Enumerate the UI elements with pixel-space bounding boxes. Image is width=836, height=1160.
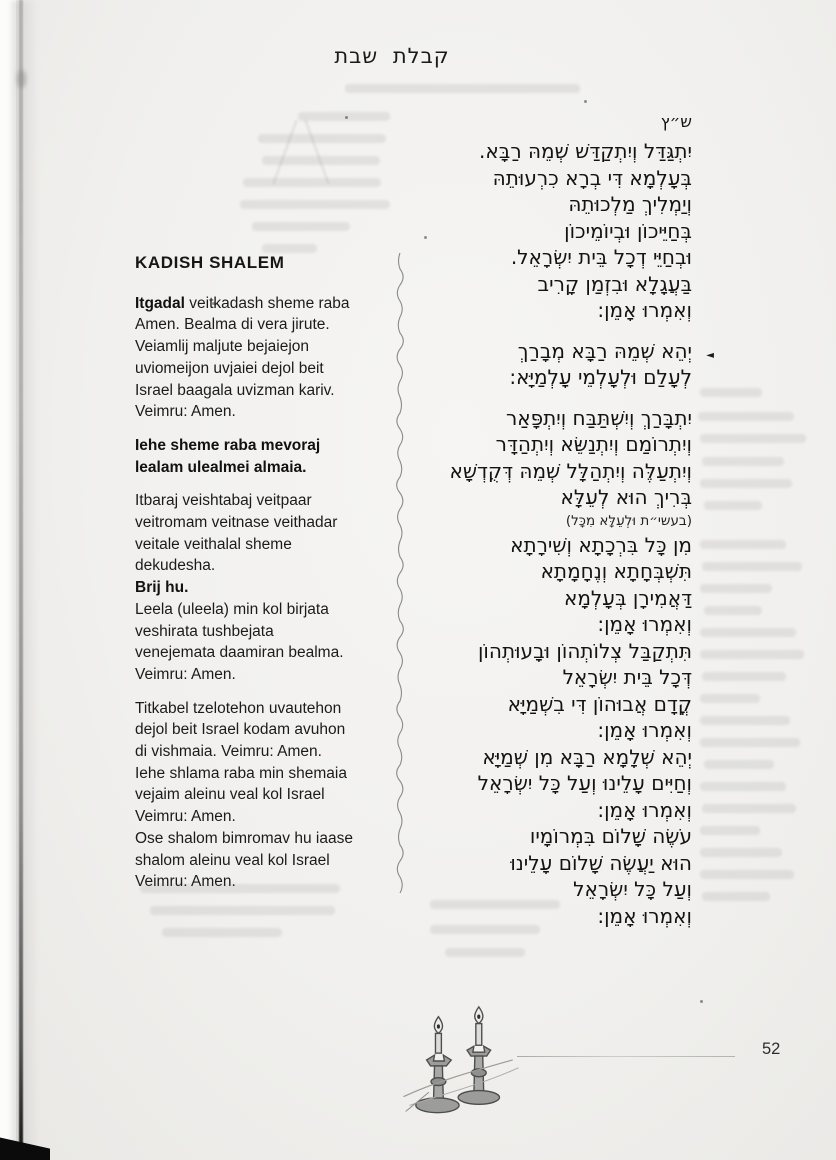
hebrew-stanza bbox=[362, 338, 714, 391]
hebrew-stanza bbox=[362, 744, 692, 824]
hebrew-line: בְּעָלְמָא דִּי בְרָא כִרְעוּתֵהּ bbox=[492, 165, 692, 190]
gutter-shadow bbox=[12, 0, 38, 1160]
bleed-through-artifact bbox=[700, 716, 790, 725]
shabbat-candles-illustration bbox=[402, 1002, 530, 1120]
bleed-through-artifact bbox=[298, 112, 390, 121]
transliteration-line: Leela (uleela) min kol birjata bbox=[135, 600, 329, 618]
bleed-through-artifact bbox=[304, 120, 329, 185]
hebrew-line: תִּתְקַבַּל צְלוֹתְהוֹן וּבָעוּתְהוֹן bbox=[477, 638, 692, 663]
transliteration-line: Itbaraj veishtabaj veitpaar bbox=[135, 492, 312, 510]
hebrew-line: הוּא יַעֲשֶׂה שָׁלוֹם עָלֵינוּ bbox=[510, 850, 692, 875]
bleed-through-artifact bbox=[240, 200, 390, 209]
bleed-through-artifact bbox=[702, 892, 770, 901]
transliteration-line: Itgadal veitkadash sheme raba bbox=[135, 294, 350, 312]
bleed-through-artifact bbox=[445, 948, 525, 957]
bleed-through-artifact bbox=[262, 244, 317, 253]
transliteration-line: uviomeijon uvjaiei dejol beit bbox=[135, 359, 324, 377]
leader-label: ש״ץ bbox=[660, 112, 692, 131]
transliteration-line: venejemata daamiran bealma. bbox=[135, 644, 344, 662]
bleed-through-artifact bbox=[700, 650, 804, 659]
transliteration-line: Iehe sheme raba mevoraj bbox=[135, 436, 321, 454]
bleed-through-artifact bbox=[345, 84, 580, 93]
bleed-through-artifact bbox=[272, 120, 297, 185]
hebrew-line: (בעשי״ת וּלְעֵלָּא מִכָּל) bbox=[565, 512, 692, 529]
bleed-through-artifact bbox=[162, 928, 282, 937]
bleed-through-artifact bbox=[702, 804, 796, 813]
bleed-through-artifact bbox=[252, 222, 350, 231]
bleed-through-artifact bbox=[702, 562, 802, 571]
bleed-through-artifact bbox=[243, 178, 381, 187]
transliteration-line: Brij hu. bbox=[135, 579, 189, 597]
transliteration-line: Titkabel tzelotehon uvautehon bbox=[135, 699, 342, 717]
hebrew-stanza bbox=[362, 138, 692, 324]
transliteration-paragraph bbox=[135, 490, 397, 685]
hebrew-line: יְהֵא שְׁלָמָא רַבָּא מִן שְׁמַיָּא bbox=[482, 744, 692, 769]
scan-speck-artifact bbox=[584, 100, 587, 103]
hebrew-line: דְּכָל בֵּית יִשְׂרָאֵל bbox=[562, 665, 692, 689]
hebrew-line: קֳדָם אֲבוּהוֹן דִּי בִשְׁמַיָּא bbox=[507, 691, 692, 716]
transliteration-column bbox=[135, 252, 397, 905]
transliteration-line: Veimru: Amen. bbox=[135, 403, 236, 421]
hebrew-line: עֹשֶׂה שָׁלוֹם בִּמְרוֹמָיו bbox=[529, 824, 692, 848]
bleed-through-artifact bbox=[704, 606, 762, 615]
page-number: 52 bbox=[762, 1040, 781, 1058]
hebrew-line: וְיִתְעַלֶּה וְיִתְהַלָּל שְׁמֵהּ דְּקֻדְשָׁא bbox=[449, 458, 692, 483]
bleed-through-artifact bbox=[698, 412, 794, 421]
hebrew-line: בְּחַיֵּיכוֹן וּבְיוֹמֵיכוֹן bbox=[564, 218, 692, 243]
hebrew-line: וְעַל כָּל יִשְׂרָאֵל bbox=[573, 877, 692, 901]
transliteration-paragraph bbox=[135, 698, 397, 893]
bleed-through-artifact bbox=[700, 870, 794, 879]
transliteration-line: veshirata tushbejata bbox=[135, 622, 274, 640]
bleed-through-artifact bbox=[702, 457, 784, 466]
hebrew-line: וְאִמְרוּ אָמֵן: bbox=[597, 903, 692, 928]
hebrew-line: בְּרִיךְ הוּא לְעֵלָּא bbox=[560, 485, 692, 509]
bleed-through-artifact bbox=[700, 434, 806, 443]
hebrew-lines bbox=[362, 138, 714, 929]
stanza-marker-icon: ◄ bbox=[706, 349, 714, 361]
bleed-through-artifact bbox=[262, 156, 380, 165]
bleed-through-artifact bbox=[700, 826, 760, 835]
transliteration-line: veitale veithalal sheme bbox=[135, 535, 292, 553]
bleed-through-artifact bbox=[150, 906, 335, 915]
hebrew-stanza bbox=[362, 405, 692, 638]
transliteration-line: dejol beit Israel kodam avuhon bbox=[135, 721, 346, 739]
hebrew-line: וְחַיִּים עָלֵינוּ וְעַל כָּל יִשְׂרָאֵל bbox=[477, 771, 692, 795]
kadish-shalem-heading: KADISH SHALEM bbox=[135, 253, 285, 272]
transliteration-line: dekudesha. bbox=[135, 557, 216, 575]
hebrew-stanza bbox=[362, 823, 692, 929]
transliteration-paragraphs bbox=[135, 293, 397, 893]
bleed-through-artifact bbox=[700, 738, 800, 747]
bleed-through-artifact bbox=[430, 900, 560, 909]
transliteration-line: Amen. Bealma di vera jirute. bbox=[135, 316, 330, 334]
transliteration-line: shalom aleinu veal kol Israel bbox=[135, 851, 330, 869]
transliteration-line: lealam ulealmei almaia. bbox=[135, 458, 307, 476]
bleed-through-artifact bbox=[700, 628, 796, 637]
page-header-hebrew: קבלת שבת bbox=[334, 44, 450, 68]
transliteration-line: Israel baagala uvizman kariv. bbox=[135, 381, 335, 399]
bleed-through-artifact bbox=[704, 760, 774, 769]
bleed-through-artifact bbox=[700, 388, 762, 397]
hebrew-line: וְאִמְרוּ אָמֵן: bbox=[597, 612, 692, 636]
bleed-through-artifact bbox=[700, 694, 760, 703]
transliteration-line: Iehe shlama raba min shemaia bbox=[135, 764, 347, 782]
bleed-through-artifact bbox=[140, 884, 340, 893]
hebrew-line: בַּעֲגָלָא וּבִזְמַן קָרִיב bbox=[537, 271, 692, 296]
transliteration-line: di vishmaia. Veimru: Amen. bbox=[135, 743, 322, 761]
transliteration-line: Veiamlij maljute bejaiejon bbox=[135, 338, 310, 356]
hebrew-line: לְעָלַם וּלְעָלְמֵי עָלְמַיָּא: bbox=[509, 365, 692, 389]
transliteration-paragraph bbox=[135, 293, 397, 423]
scan-speck-artifact bbox=[700, 1000, 703, 1003]
candlestick-right bbox=[458, 1007, 499, 1104]
bleed-through-artifact bbox=[700, 584, 772, 593]
bleed-through-artifact bbox=[700, 782, 786, 791]
bleed-through-artifact bbox=[704, 501, 762, 510]
hebrew-line: וּבְחַיֵּי דְכָל בֵּית יִשְׂרָאֵל. bbox=[510, 245, 692, 269]
footer-rule bbox=[517, 1056, 735, 1057]
hebrew-line: דַּאֲמִירָן בְּעָלְמָא bbox=[563, 585, 692, 610]
hebrew-line: יִתְגַּדַּל וְיִתְקַדַּשׁ שְׁמֵהּ רַבָּא. bbox=[479, 139, 692, 163]
transliteration-paragraph bbox=[135, 435, 397, 478]
hebrew-column bbox=[362, 111, 714, 929]
gutter-artifact bbox=[17, 70, 26, 88]
scan-speck-artifact bbox=[212, 302, 215, 305]
gutter-line bbox=[19, 0, 23, 1160]
transliteration-line: vejaim aleinu veal kol Israel bbox=[135, 786, 325, 804]
hebrew-stanza bbox=[362, 638, 692, 744]
transliteration-line: Veimru: Amen. bbox=[135, 665, 236, 683]
hebrew-line: וְיַמְלִיךְ מַלְכוּתֵהּ bbox=[568, 192, 692, 216]
bleed-through-artifact bbox=[258, 134, 386, 143]
hebrew-line: וְיִתְרוֹמַם וְיִתְנַשֵּׂא וְיִתְהַדָּר bbox=[495, 432, 692, 456]
bleed-through-artifact bbox=[430, 925, 540, 934]
transliteration-line: Ose shalom bimromav hu iaase bbox=[135, 829, 353, 847]
scan-speck-artifact bbox=[345, 116, 348, 119]
hebrew-line: יִתְבָּרַךְ וְיִשְׁתַּבַּח וְיִתְפָּאַר bbox=[505, 405, 692, 430]
transliteration-line: veitromam veitnase veithadar bbox=[135, 514, 338, 532]
bleed-through-artifact bbox=[702, 672, 786, 681]
bleed-through-artifact bbox=[700, 479, 792, 488]
bleed-through-artifact bbox=[700, 540, 786, 549]
hebrew-line: וְאִמְרוּ אָמֵן: bbox=[597, 298, 692, 322]
hebrew-line: תִּשְׁבְּחָתָא וְנֶחָמָתָא bbox=[540, 559, 692, 583]
hebrew-line: וְאִמְרוּ אָמֵן: bbox=[597, 718, 692, 742]
bleed-through-artifact bbox=[700, 848, 782, 857]
scan-speck-artifact bbox=[424, 236, 427, 239]
hebrew-line: יְהֵא שְׁמֵהּ רַבָּא מְבָרַךְ ◄ bbox=[362, 338, 692, 365]
hebrew-line: וְאִמְרוּ אָמֵן: bbox=[597, 797, 692, 822]
transliteration-line: Veimru: Amen. bbox=[135, 873, 236, 891]
transliteration-line: Veimru: Amen. bbox=[135, 808, 236, 826]
hebrew-line: מִן כָּל בִּרְכָתָא וְשִׁירָתָא bbox=[510, 532, 692, 557]
